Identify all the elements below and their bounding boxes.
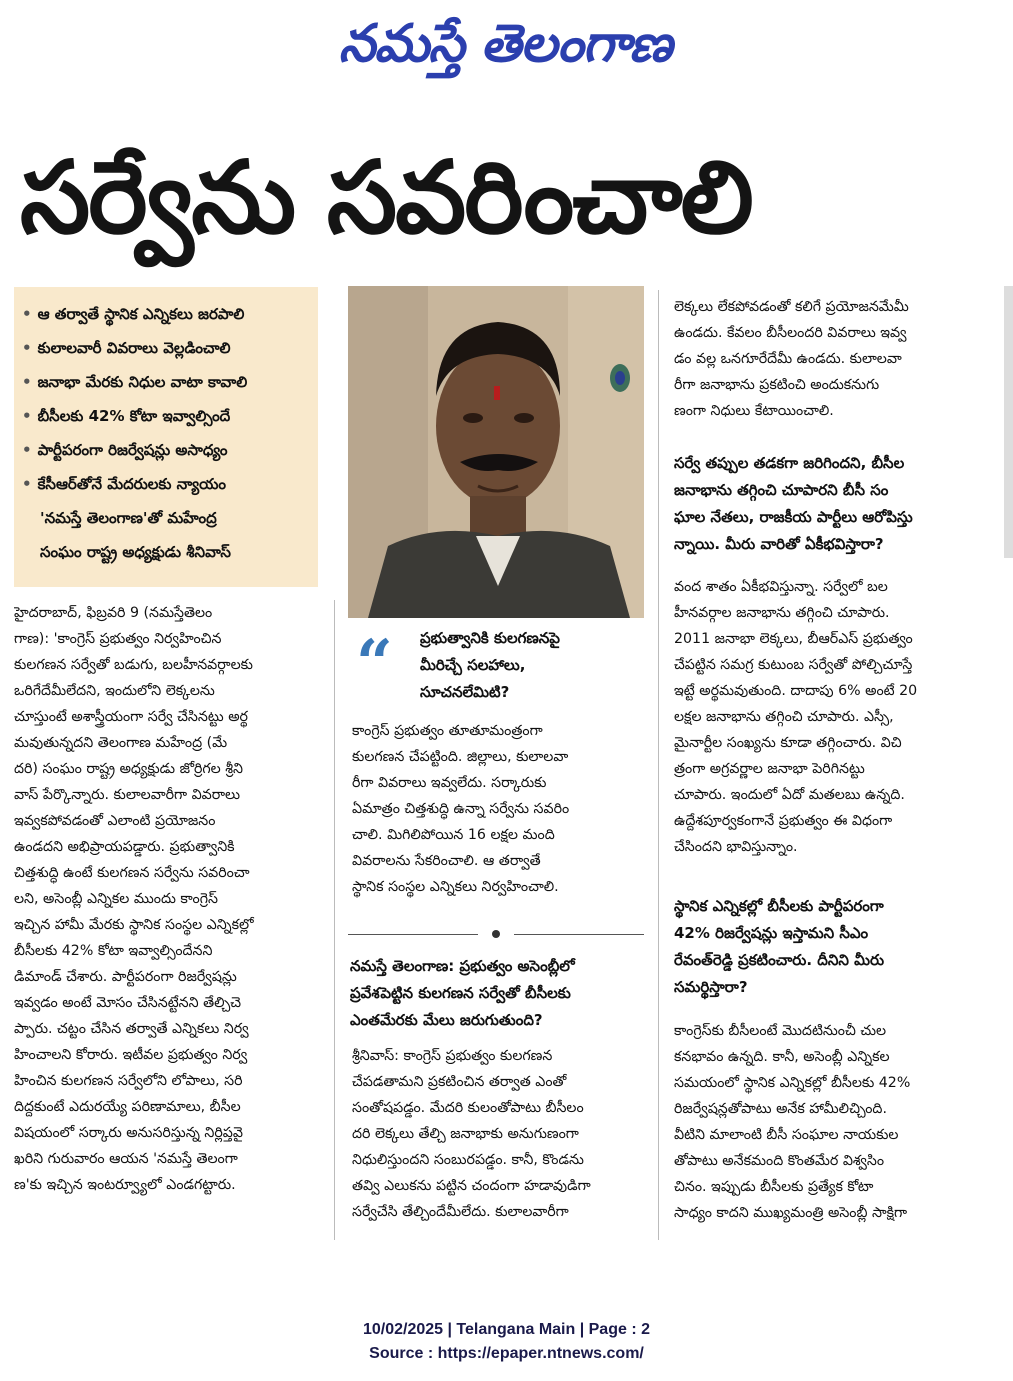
- body-text-line: ణ'కు ఇచ్చిన ఇంటర్వ్యూలో ఎండగట్టారు.: [14, 1177, 236, 1193]
- highlight-continuation: సంఘం రాష్ట్ర అధ్యక్షుడు శీనివాస్: [40, 543, 231, 561]
- body-text-line: శ్రీనివాస్: కాంగ్రెస్ ప్రభుత్వం కులగణన: [352, 1048, 553, 1064]
- footer-source: Source : https://epaper.ntnews.com/: [369, 1345, 644, 1362]
- highlights-list: [14, 287, 318, 501]
- divider-line: [348, 934, 478, 935]
- body-text-line: ఒరిగేదేమీలేదని, ఇందులోని లెక్కలను: [14, 683, 215, 699]
- body-text-line: నిధులిస్తుందని సంబురపడ్డం. కానీ, కొండను: [352, 1152, 584, 1168]
- body-text-line: తోపాటు అనేకమంది కొంతమేర విశ్వసిం: [674, 1153, 885, 1169]
- highlight-item: [22, 467, 310, 501]
- bullet-icon: •: [22, 305, 32, 323]
- body-text-line: ఏమాత్రం చిత్తశుద్ధి ఉన్నా సర్వేను సవరిం: [352, 801, 570, 817]
- interview-question-3: [674, 450, 980, 558]
- page-footer: [0, 1318, 1013, 1366]
- body-text-line: చేసిందని భావిస్తున్నాం.: [674, 839, 798, 855]
- section-divider: [348, 930, 644, 938]
- bullet-icon: •: [22, 475, 32, 493]
- body-text-line: దిద్దకుంటే ఎదురయ్యే పరిణామాలు, బీసీల: [14, 1099, 241, 1115]
- headline: సర్వేను సవరించాలి: [20, 139, 752, 256]
- bullet-icon: •: [22, 373, 32, 391]
- body-text-line: ఖరిని గురువారం ఆయన 'నమస్తే తెలంగా: [14, 1151, 238, 1167]
- question-text-line: ఘాల నేతలు, రాజకీయ పార్టీలు ఆరోపిస్తు: [674, 508, 913, 526]
- body-text-line: త్రంగా అగ్రవర్ణాల జనాభా పెరిగినట్టు: [674, 761, 865, 777]
- interview-question-1: [420, 625, 650, 706]
- body-text-line: కాంగ్రెస్ ప్రభుత్వం తూతూమంత్రంగా: [352, 723, 543, 739]
- question-text-line: 42% రిజర్వేషన్లు ఇస్తామని సీఎం: [674, 924, 869, 942]
- body-text-line: రీగా జనాభాను ప్రకటించి అందుకనుగు: [674, 377, 880, 393]
- body-text-line: చినం. ఇప్పుడు బీసీలకు ప్రత్యేక కోటా: [674, 1179, 874, 1195]
- body-text-line: హీనవర్గాల జనాభాను తగ్గించి చూపారు.: [674, 605, 890, 621]
- question-text-line: ప్రవేశపెట్టిన కులగణన సర్వేతో బీసీలకు: [350, 984, 571, 1002]
- body-text-line: చిత్తశుద్ధి ఉంటే కులగణన సర్వేను సవరించా: [14, 865, 250, 881]
- interview-question-2: [350, 953, 646, 1034]
- body-text-line: మైనార్టీల సంఖ్యను కూడా తగ్గించారు. విచి: [674, 735, 902, 751]
- masthead-logo: నమస్తే తెలంగాణ: [338, 13, 672, 74]
- highlight-text: బీసీలకు 42% కోటా ఇవ్వాల్సిందే: [37, 407, 231, 425]
- body-text-line: విషయంలో సర్కారు అనుసరిస్తున్న నిర్లిప్తవై: [14, 1125, 243, 1141]
- body-text-line: కనభావం ఉన్నది. కానీ, అసెంబ్లీ ఎన్నికల: [674, 1049, 890, 1065]
- body-text-line: 2011 జనాభా లెక్కలు, బీఆర్ఎస్ ప్రభుత్వం: [674, 631, 913, 647]
- body-text-line: ఇట్టే అర్థమవుతుంది. దాదాపు 6% అంటే 20: [674, 683, 918, 699]
- body-text-line: కులగణన చేపట్టింది. జిల్లాలు, కులాలవా: [352, 749, 569, 765]
- highlight-item: [22, 433, 310, 467]
- divider-line: [514, 934, 644, 935]
- body-text-line: వాస్ పేర్కొన్నారు. కులాలవారీగా వివరాలు: [14, 787, 241, 803]
- body-text-line: ఇవ్వకపోవడంతో ఎలాంటి ప్రయోజనం: [14, 813, 216, 829]
- body-text-line: హించాలని కోరారు. ఇటీవల ప్రభుత్వం నిర్వ: [14, 1047, 248, 1063]
- body-text-line: చూస్తుంటే అశాస్త్రీయంగా సర్వే చేసినట్టు అర్థ: [14, 709, 248, 725]
- body-text-line: కులగణన సర్వేతో బడుగు, బలహీనవర్గాలకు: [14, 657, 253, 673]
- bullet-icon: •: [22, 441, 32, 459]
- interviewee-photo: [348, 286, 644, 618]
- article-column-3-part-b: [674, 574, 980, 860]
- bullet-icon: •: [22, 407, 32, 425]
- question-text-line: సర్వే తప్పుల తడకగా జరిగిందని, బీసీల: [674, 454, 905, 472]
- article-column-3-part-c: [674, 1018, 980, 1226]
- question-text-line: న్నాయి. మీరు వారితో ఏకీభవిస్తారా?: [674, 535, 884, 553]
- highlight-text: పార్టీపరంగా రిజర్వేషన్లు అసాధ్యం: [37, 441, 228, 459]
- question-text-line: ఎంతమేరకు మేలు జరుగుతుంది?: [350, 1011, 543, 1029]
- footer-date-edition: 10/02/2025 | Telangana Main | Page : 2: [362, 1321, 650, 1338]
- question-text-line: ప్రభుత్వానికి కులగణనపై: [420, 629, 560, 647]
- body-text-line: దరి) సంఘం రాష్ట్ర అధ్యక్షుడు జోర్రిగల శ్రీని: [14, 761, 244, 777]
- body-text-line: ఇచ్చిన హామీ మేరకు స్థానిక సంస్థల ఎన్నికల్లో: [14, 917, 254, 933]
- divider-dot: [492, 930, 500, 938]
- body-text-line: రిజర్వేషన్లతోపాటు అనేక హామీలిచ్చింది.: [674, 1101, 887, 1117]
- portrait-illustration: [348, 286, 644, 618]
- column-divider: [334, 600, 335, 1240]
- body-text-line: ఉద్దేశపూర్వకంగానే ప్రభుత్వం ఈ విధంగా: [674, 813, 893, 829]
- highlights-box: [14, 287, 318, 587]
- body-text-line: తవ్వి ఎలుకను పట్టిన చందంగా హడావుడిగా: [352, 1178, 591, 1194]
- body-text-line: సర్వేచేసి తేల్చిందేమీలేదు. కులాలవారీగా: [352, 1204, 569, 1220]
- body-text-line: ఇవ్వడం అంటే మోసం చేసినట్టేనని తేల్చిచె: [14, 995, 242, 1011]
- body-text-line: ఉండదని అభిప్రాయపడ్డారు. ప్రభుత్వానికి: [14, 839, 235, 855]
- body-text-line: ఉండదు. కేవలం బీసీలందరి వివరాలు ఇవ్వ: [674, 325, 907, 341]
- highlight-continuation: 'నమస్తే తెలంగాణ'తో మహేంద్ర: [40, 509, 217, 527]
- article-column-3-part-a: [674, 294, 980, 424]
- body-text-line: గాణ): 'కాంగ్రెస్ ప్రభుత్వం నిర్వహించిన: [14, 631, 222, 647]
- highlight-item: [22, 365, 310, 399]
- body-text-line: లని, అసెంబ్లీ ఎన్నికల ముందు కాంగ్రెస్: [14, 891, 218, 907]
- body-text-line: లక్షల జనాభాను తగ్గించి చూపారు. ఎస్సీ,: [674, 709, 894, 725]
- body-text-line: చేపట్టిన సమగ్ర కుటుంబ సర్వేతో పోల్చిచూస్తే: [674, 657, 913, 673]
- body-text-line: మవుతున్నదని తెలంగాణ మహేంద్ర (మే: [14, 735, 228, 751]
- highlight-item: [22, 399, 310, 433]
- body-text-line: సంతోషపడ్డం. మేదరి కులంతోపాటు బీసీలం: [352, 1100, 584, 1116]
- body-text-line: ప్పారు. చట్టం చేసిన తర్వాతే ఎన్నికలు నిర్వ: [14, 1021, 249, 1037]
- question-text-line: నమస్తే తెలంగాణ: ప్రభుత్వం అసెంబ్లీలో: [350, 957, 575, 975]
- body-text-line: హించిన కులగణన సర్వేలోని లోపాలు, సరి: [14, 1073, 243, 1089]
- column-divider: [658, 290, 659, 1240]
- body-text-line: దరి లెక్కలు తేల్చి జనాభాకు అనుగుణంగా: [352, 1126, 579, 1142]
- body-text-line: డిమాండ్ చేశారు. పార్టీపరంగా రిజర్వేషన్లు: [14, 969, 237, 985]
- interview-answer-2: [352, 1043, 642, 1225]
- body-text-line: వివరాలను సేకరించాలి. ఆ తర్వాతే: [352, 853, 541, 869]
- body-text-line: వీటిని మాలాంటి బీసీ సంఘాల నాయకుల: [674, 1127, 899, 1143]
- body-text-line: లెక్కలు లేకపోవడంతో కలిగే ప్రయోజనమేమీ: [674, 299, 909, 315]
- body-text-line: స్థానిక సంస్థల ఎన్నికలు నిర్వహించాలి.: [352, 879, 559, 895]
- quote-icon: “: [356, 626, 393, 701]
- highlight-text: ఆ తర్వాతే స్థానిక ఎన్నికలు జరపాలి: [37, 305, 245, 323]
- question-text-line: రేవంత్‌రెడ్డి ప్రకటించారు. దీనిని మీరు: [674, 951, 885, 969]
- body-text-line: హైదరాబాద్, ఫిబ్రవరి 9 (నమస్తేతెలం: [14, 605, 213, 621]
- interview-answer-1: [352, 718, 642, 900]
- highlight-text: కేసీఆర్‌తోనే మేదరులకు న్యాయం: [37, 475, 226, 493]
- body-text-line: బీసీలకు 42% కోటా ఇవ్వాల్సిందేనని: [14, 943, 213, 959]
- body-text-line: డం వల్ల ఒనగూరేదేమీ ఉండదు. కులాలవా: [674, 351, 902, 367]
- body-text-line: సాధ్యం కాదని ముఖ్యమంత్రి అసెంబ్లీ సాక్షిగా: [674, 1205, 908, 1221]
- body-text-line: కాంగ్రెస్‌కు బీసీలంటే మొదటినుంచీ చుల: [674, 1023, 887, 1039]
- question-text-line: సూచనలేమిటి?: [420, 683, 510, 701]
- question-text-line: సమర్థిస్తారా?: [674, 978, 748, 996]
- article-column-1: [14, 600, 320, 1198]
- body-text-line: రీగా వివరాలు ఇవ్వలేదు. సర్కారుకు: [352, 775, 547, 791]
- question-text-line: స్థానిక ఎన్నికల్లో బీసీలకు పార్టీపరంగా: [674, 897, 884, 915]
- body-text-line: సమయంలో స్థానిక ఎన్నికల్లో బీసీలకు 42%: [674, 1075, 911, 1091]
- highlight-item: [22, 297, 310, 331]
- body-text-line: చాలి. మిగిలిపోయిన 16 లక్షల మంది: [352, 827, 555, 843]
- question-text-line: మీరిచ్చే సలహాలు,: [420, 656, 526, 674]
- interview-question-4: [674, 893, 980, 1001]
- highlight-text: కులాలవారీ వివరాలు వెల్లడించాలి: [37, 339, 231, 357]
- body-text-line: చూపారు. ఇందులో ఏదో మతలబు ఉన్నది.: [674, 787, 905, 803]
- adjacent-article-edge: [1004, 286, 1013, 558]
- body-text-line: ణంగా నిధులు కేటాయించాలి.: [674, 403, 834, 419]
- bullet-icon: •: [22, 339, 32, 357]
- body-text-line: వంద శాతం ఏకీభవిస్తున్నా. సర్వేలో బల: [674, 579, 888, 595]
- highlight-text: జనాభా మేరకు నిధుల వాటా కావాలి: [37, 373, 248, 391]
- body-text-line: చేపడతామని ప్రకటించిన తర్వాత ఎంతో: [352, 1074, 567, 1090]
- highlight-item: [22, 331, 310, 365]
- question-text-line: జనాభాను తగ్గించి చూపారని బీసీ సం: [674, 481, 889, 499]
